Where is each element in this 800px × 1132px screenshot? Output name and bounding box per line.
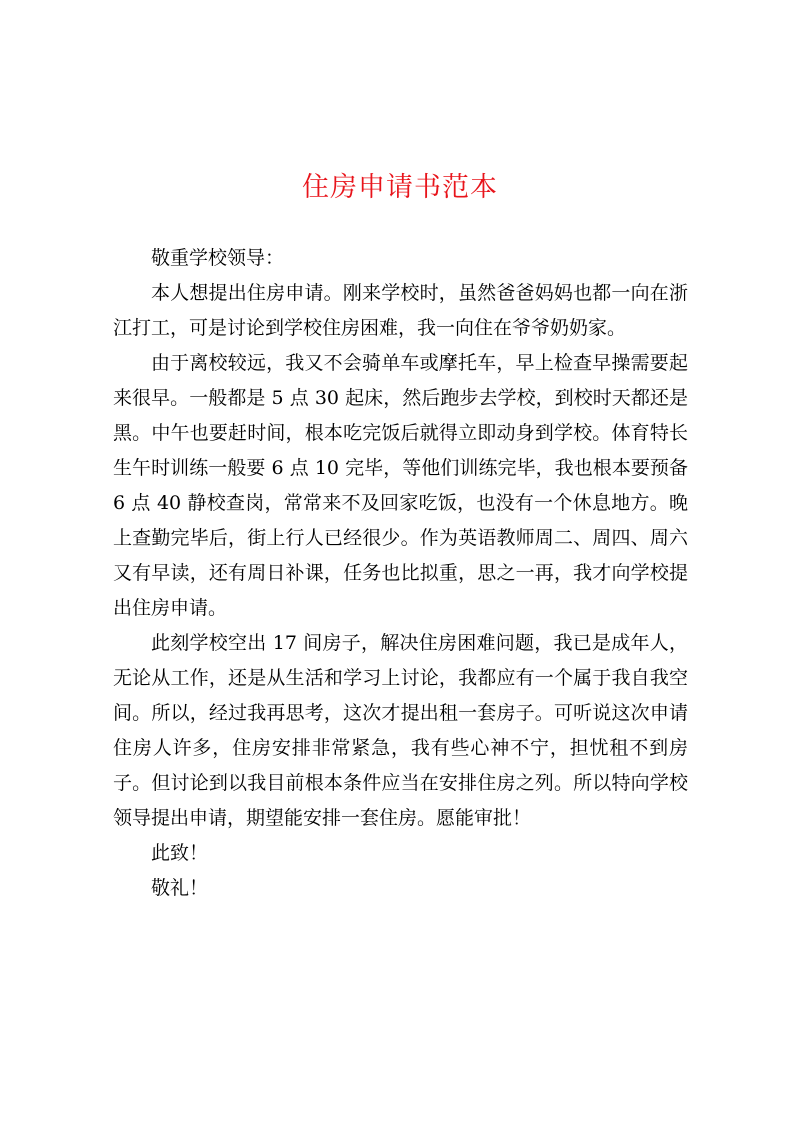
document-title: 住房申请书范本: [302, 172, 498, 203]
paragraph-1: 本人想提出住房申请。刚来学校时，虽然爸爸妈妈也都一向在浙江打工，可是讨论到学校住房困难，我一向住在爷爷奶奶家。: [113, 282, 688, 339]
salutation: 敬重学校领导：: [151, 247, 285, 269]
paragraph-3: 此刻学校空出 17 间房子，解决住房困难问题，我已是成年人，无论从工作，还是从生活和学习上讨论，我都应有一个属于我自我空间。所以，经过我再思考，这次才提出租一套房子。可听说这次申请住房人许多，住房安排非常紧急，我有些心神不宁，担忧租不到房子。但讨论到以我目前根本条件应当在安排住房之列。所以特向学校领导提出申请，期望能安排一套住房。愿能审批！: [113, 632, 688, 829]
paragraph-2: 由于离校较远，我又不会骑单车或摩托车，早上检查早操需要起来很早。一般都是 5 点 30 起床，然后跑步去学校，到校时天都还是黑。中午也要赶时间，根本吃完饭后就得立即动身到学校。体育特长生午时训练一般要 6 点 10 完毕，等他们训练完毕，我也根本要预备 6 点 40 静校查岗，常常来不及回家吃饭，也没有一个休息地方。晚上查勤完毕后，街上行人已经很少。作为英语教师周二、周四、周六又有早读，还有周日补课，任务也比拟重，思之一再，我才向学校提出住房申请。: [113, 352, 688, 619]
closing-regards: 此致！: [151, 842, 209, 864]
document-body: [113, 241, 688, 906]
closing-salute: 敬礼！: [151, 877, 209, 899]
